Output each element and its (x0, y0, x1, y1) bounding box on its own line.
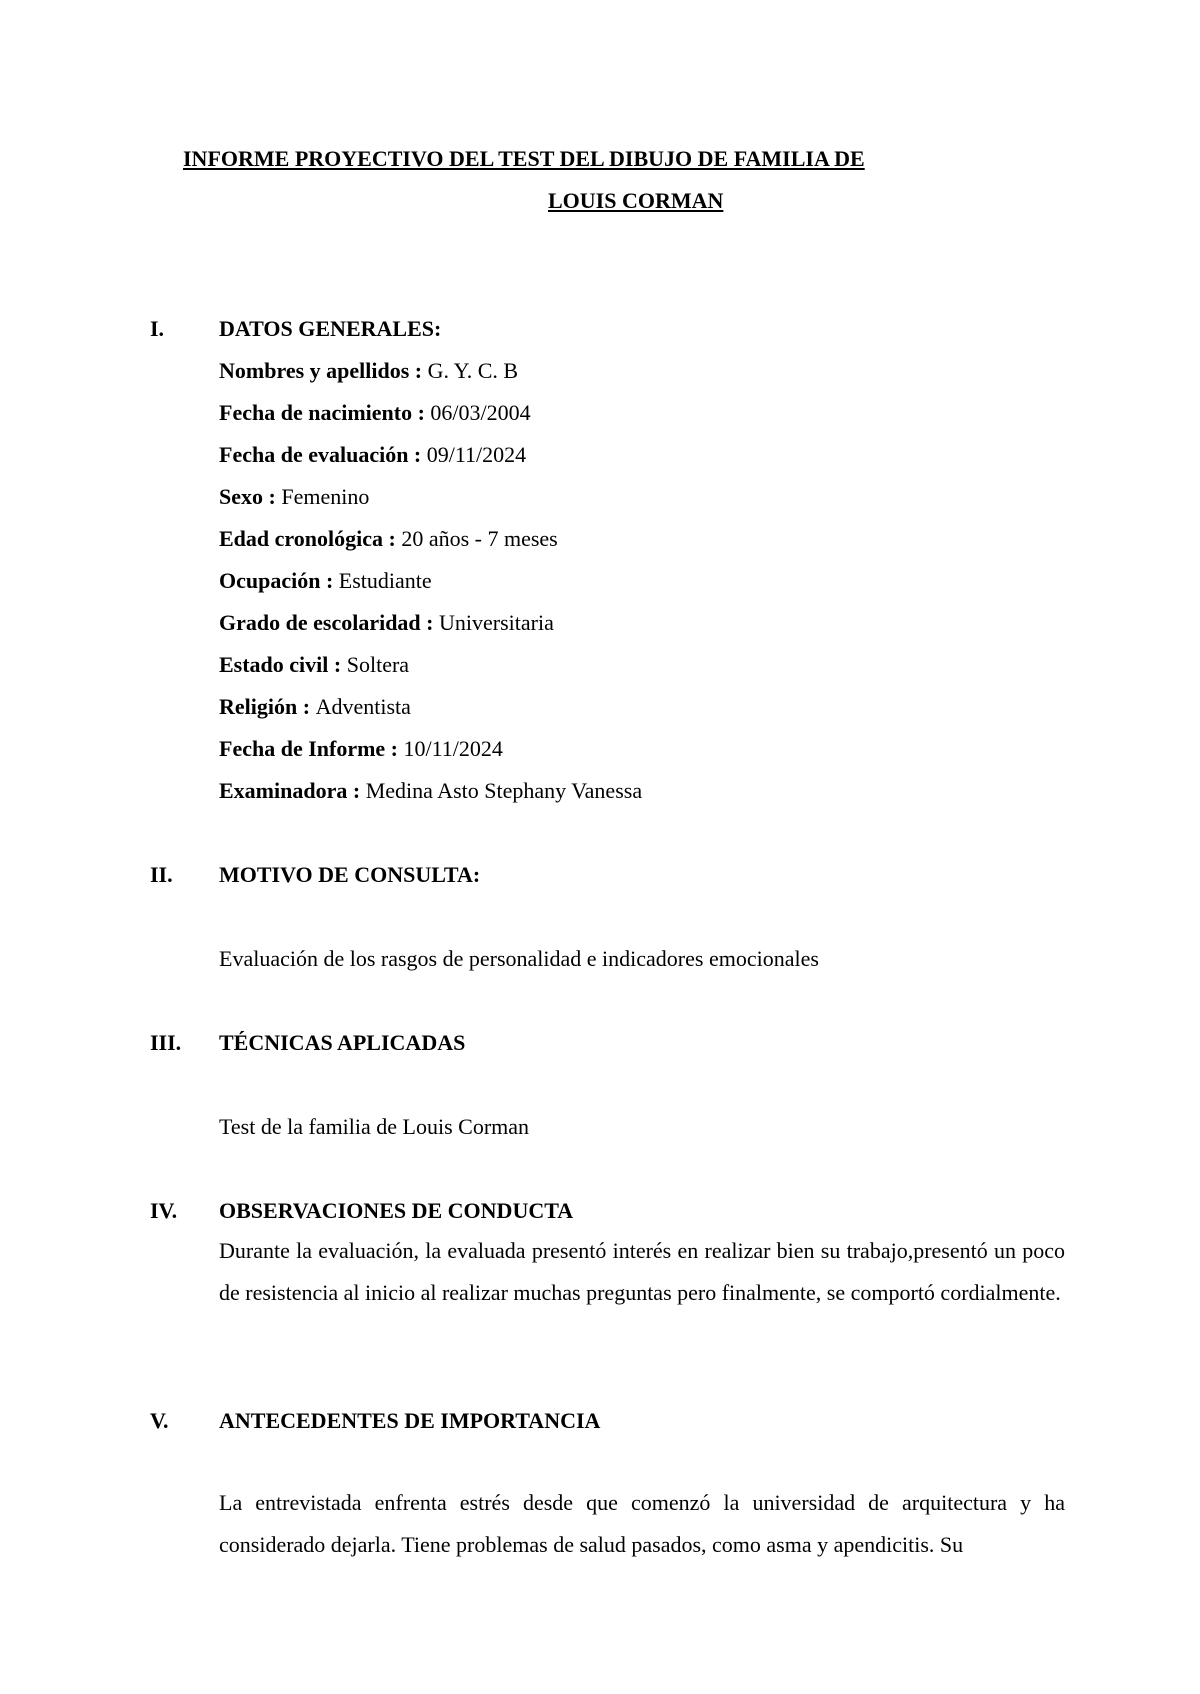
field-label: Examinadora : (219, 778, 366, 803)
field-value: G. Y. C. B (427, 358, 519, 383)
field-value: 10/11/2024 (403, 736, 503, 761)
section-4-text: Durante la evaluación, la evaluada presentó interés en realizar bien su trabajo,presentó un poco de resistencia al inicio al realizar muchas preguntas pero finalmente, se comportó cordialmente. (219, 1238, 1065, 1305)
field-value: 20 años - 7 meses (401, 526, 558, 551)
field-value: Femenino (281, 484, 370, 509)
field-nombres (219, 358, 518, 384)
field-ocupacion (219, 568, 432, 594)
field-label: Fecha de Informe : (219, 736, 404, 761)
field-label: Sexo : (219, 484, 282, 509)
field-sexo (219, 484, 369, 510)
field-fecha-evaluacion (219, 442, 526, 468)
section-2-text: Evaluación de los rasgos de personalidad e indicadores emocionales (219, 946, 819, 971)
section-5-title: ANTECEDENTES DE IMPORTANCIA (219, 1408, 601, 1433)
section-1-title: DATOS GENERALES: (219, 316, 442, 341)
field-label: Religión : (219, 694, 316, 719)
field-religion (219, 694, 411, 720)
field-label: Estado civil : (219, 652, 347, 677)
section-2-title: MOTIVO DE CONSULTA: (219, 862, 481, 887)
section-2-number: II. (150, 862, 173, 887)
field-escolaridad (219, 610, 554, 636)
field-fecha-nacimiento (219, 400, 531, 426)
field-value: Adventista (315, 694, 411, 719)
section-5-text: La entrevistada enfrenta estrés desde que comenzó la universidad de arquitectura y ha considerado dejarla. Tiene problemas de salud pasados, como asma y apendicitis. Su (219, 1490, 1065, 1557)
field-value: Soltera (346, 652, 410, 677)
field-value: Universitaria (439, 610, 554, 635)
section-1-number: I. (150, 316, 165, 341)
field-value: Medina Asto Stephany Vanessa (365, 778, 643, 803)
field-label: Edad cronológica : (219, 526, 402, 551)
section-4-number: IV. (150, 1198, 178, 1223)
field-value: Estudiante (338, 568, 432, 593)
field-label: Fecha de evaluación : (219, 442, 427, 467)
field-estado-civil (219, 652, 409, 678)
field-label: Nombres y apellidos : (219, 358, 428, 383)
report-title-line-1: INFORME PROYECTIVO DEL TEST DEL DIBUJO DE FAMILIA DE (183, 146, 865, 171)
section-3-title: TÉCNICAS APLICADAS (219, 1030, 466, 1055)
field-fecha-informe (219, 736, 503, 762)
field-label: Ocupación : (219, 568, 339, 593)
field-label: Fecha de nacimiento : (219, 400, 431, 425)
field-label: Grado de escolaridad : (219, 610, 439, 635)
field-examinadora (219, 778, 642, 804)
section-4-title: OBSERVACIONES DE CONDUCTA (219, 1198, 574, 1223)
section-3-number: III. (150, 1030, 182, 1055)
section-3-text: Test de la familia de Louis Corman (219, 1114, 530, 1139)
field-edad (219, 526, 558, 552)
section-5-number: V. (150, 1408, 169, 1433)
report-title-line-2: LOUIS CORMAN (548, 188, 724, 213)
field-value: 06/03/2004 (430, 400, 531, 425)
field-value: 09/11/2024 (426, 442, 527, 467)
